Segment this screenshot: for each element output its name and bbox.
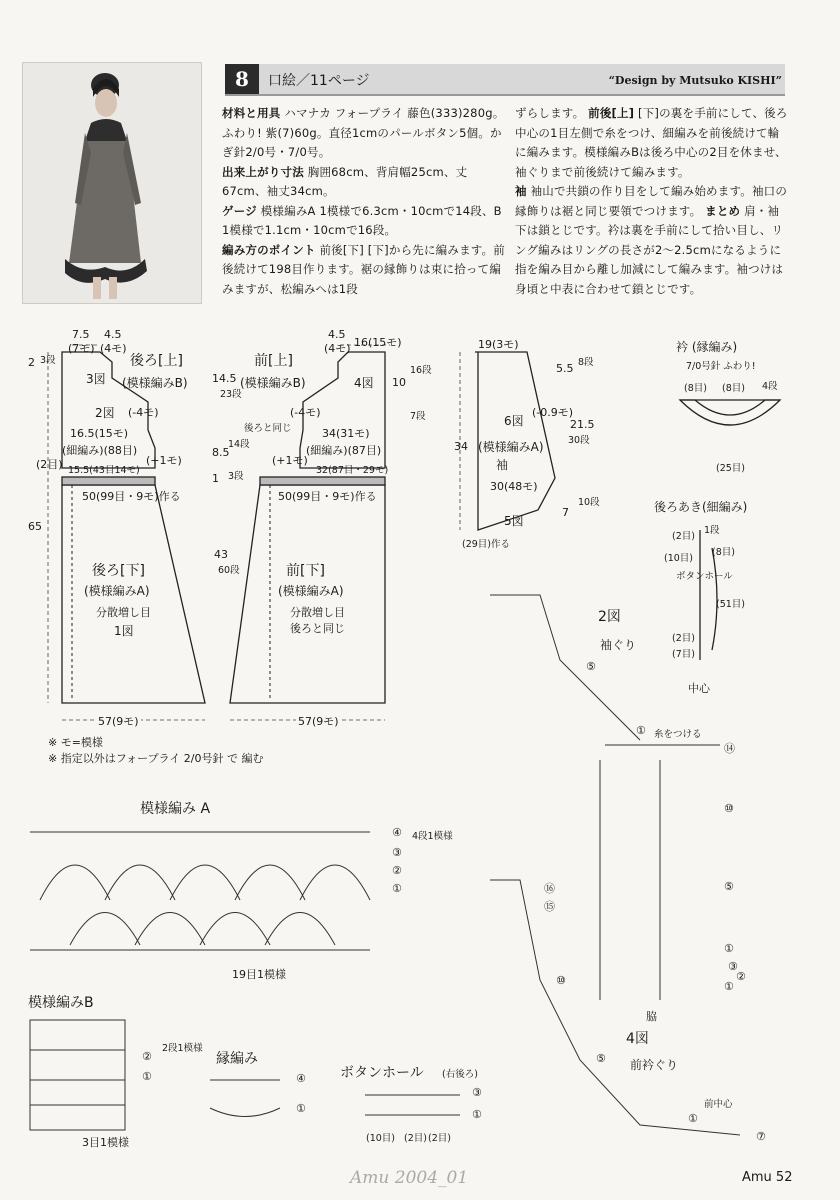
sleeve-start: (29目)作る <box>462 539 511 550</box>
fig3-label: 3図 <box>86 372 106 386</box>
pattern-a-r4: ④ <box>392 826 402 839</box>
back-bottom-edge: 15.5(43目14モ) <box>68 465 140 476</box>
note-1: ※ モ=模様 <box>48 736 103 749</box>
pattern-b-r1: ① <box>142 1070 152 1083</box>
fig2-attach: 糸をつける <box>654 729 702 740</box>
finish-label: まとめ <box>705 203 741 218</box>
back-inc: (+1モ) <box>146 454 182 467</box>
collar-b: (8目) <box>722 383 745 394</box>
front-h2: 10 <box>392 376 406 389</box>
finish-text: 肩・袖下は鎖とじです。衿は裏を手前にして拾い目し、リング編みはリングの長さが2〜2.5cmになるように指を編み目から離し加減にして編みます。袖つけは身頃と中表に合わせて鎖とじです。 <box>515 203 784 296</box>
front-h4: 8.5 <box>212 446 230 459</box>
pattern-a-chart <box>30 832 370 950</box>
back-opening-e: (2目) <box>672 633 695 644</box>
back-upper-pattern: (模様編みB) <box>122 376 188 390</box>
pattern-title: 口絵／11ページ <box>268 73 370 89</box>
buttonhole-b: (2目) <box>404 1133 427 1144</box>
back-opening-c: (10目) <box>664 553 694 564</box>
fig1-label: 1図 <box>114 624 134 638</box>
collar-title: 衿 (縁編み) <box>676 340 738 354</box>
back-edge: (細編み)(88目) <box>62 444 138 457</box>
fig2-chart-title: 2図 <box>598 609 621 625</box>
back-chest: 16.5(15モ) <box>70 427 129 440</box>
fig4-chart-sub: 前衿ぐり <box>630 1058 679 1072</box>
sleeve-w: 30(48モ) <box>490 480 538 493</box>
front-make: 50(99目・9モ)作る <box>278 490 377 503</box>
front-w3: 34(31モ) <box>322 427 370 440</box>
collar-rows: 4段 <box>762 381 778 392</box>
pattern-a-r1: ① <box>392 882 402 895</box>
back-opening-a: (2目) <box>672 531 695 542</box>
pattern-b-rows: 2段1模様 <box>162 1043 203 1054</box>
fig4-r3: ③ <box>728 960 738 973</box>
size-label: 出来上がり寸法 <box>222 164 304 179</box>
fig4-r1b: ① <box>688 1112 698 1125</box>
collar-w: (25目) <box>716 463 746 474</box>
fig2-r1b: ① <box>724 942 734 955</box>
fig4-r2: ② <box>736 970 746 983</box>
sleeve-name: 袖 <box>496 458 509 472</box>
back-w2: 4.5 <box>104 328 122 341</box>
pattern-a-title: 模様編み A <box>140 801 211 817</box>
front-lower-pattern: (模様編みA) <box>278 584 344 598</box>
back-dec: (-4モ) <box>128 406 159 419</box>
pattern-b-repeat: 3目1模様 <box>82 1136 129 1149</box>
front-edge: (細編み)(87目) <box>306 444 382 457</box>
back-opening-rows: 1段 <box>704 525 720 536</box>
back-opening-title: 後ろあき(細編み) <box>654 500 748 514</box>
front-w1: 4.5 <box>328 328 346 341</box>
front-upper-pattern: (模様編みB) <box>240 376 306 390</box>
back-opening-b: (8目) <box>712 547 735 558</box>
designer-credit: “Design by Mutsuko KISHI” <box>608 74 782 87</box>
buttonhole-c: (2目) <box>428 1133 451 1144</box>
points-label: 編み方のポイント <box>222 242 316 257</box>
fig4-label: 4図 <box>354 376 374 390</box>
front-lower-same: 後ろと同じ <box>290 622 345 635</box>
sleeve-h3r: 10段 <box>578 497 600 508</box>
edging-chart <box>210 1080 280 1117</box>
pattern-b-title: 模様編みB <box>28 995 94 1011</box>
pattern-a-rows: 4段1模様 <box>412 831 453 842</box>
front-h6r: 60段 <box>218 565 240 576</box>
materials-text: ハマナカ フォープライ 藤色(333)280g。ふわり! 紫(7)60g。直径1cmのパールボタン5個。かぎ針2/0号・7/0号。 <box>222 106 505 159</box>
front-h4r: 14段 <box>228 439 250 450</box>
fig6-label: 6図 <box>504 414 524 428</box>
fig2-r5a: ⑤ <box>586 660 596 673</box>
front-h3: 7段 <box>410 411 426 422</box>
magazine-watermark: Amu 2004_01 <box>350 1168 469 1188</box>
front-same: 後ろと同じ <box>244 423 292 434</box>
back-opening-f: (7目) <box>672 649 695 660</box>
fig4-chart-title: 4図 <box>626 1031 649 1047</box>
back-edge2: (2目) <box>36 458 63 471</box>
fig4-side: 脇 <box>646 1010 657 1023</box>
fig4-r5: ⑤ <box>596 1052 606 1065</box>
front-lower-title: 前[下] <box>286 563 325 579</box>
buttonhole-r1: ① <box>472 1108 482 1121</box>
fig5-label: 5図 <box>504 514 524 528</box>
sleeve-text: 袖山で共鎖の作り目をして編み始めます。袖口の縁飾りは裾と同じ要領でつけます。 <box>515 184 788 218</box>
pattern-a-r2: ② <box>392 864 402 877</box>
front-w1s: (4モ) <box>324 342 351 355</box>
sleeve-top: 19(3モ) <box>478 338 519 351</box>
sleeve-pattern: (模様編みA) <box>478 440 544 454</box>
front-lower-inc: 分散増し目 <box>290 606 345 619</box>
gauge-text: 模様編みA 1模様で6.3cm・10cmで14段、B 1模様で1.1cm・10cmで16段。 <box>222 203 502 237</box>
sleeve-h2r: 30段 <box>568 435 590 446</box>
back-lower-pattern: (模様編みA) <box>84 584 150 598</box>
back-lower-title: 後ろ[下] <box>92 563 145 579</box>
upper-label: 前後[上] <box>588 106 635 120</box>
front-dec: (-4モ) <box>290 406 321 419</box>
pattern-a-r3: ③ <box>392 846 402 859</box>
buttonhole-r3: ③ <box>472 1086 482 1099</box>
buttonhole-sub: (右後ろ) <box>442 1069 478 1080</box>
sleeve-h1r: 8段 <box>578 357 594 368</box>
pattern-b-chart <box>30 1020 125 1130</box>
front-w2: 16(15モ) <box>354 336 402 349</box>
buttonhole-a: (10目) <box>366 1133 396 1144</box>
points-text: 前後[下] [下]から先に編みます。前後続けて198目作ります。裾の縁飾りは束に拾って編みますが、松編みへは1段 <box>222 242 505 296</box>
pattern-a-repeat: 19目1模様 <box>232 968 286 981</box>
collar-a: (8目) <box>684 383 707 394</box>
size-text: 胸囲68cm、背肩幅25cm、丈67cm、袖丈34cm。 <box>222 164 468 198</box>
front-h1: 14.5 <box>212 372 237 385</box>
page-number: Amu 52 <box>742 1170 793 1185</box>
front-bottom-edge: 32(87目・29モ) <box>316 465 389 476</box>
sleeve-total: 34 <box>454 440 468 453</box>
back-w1s: (7モ) <box>68 342 95 355</box>
front-h1r: 23段 <box>220 389 242 400</box>
sleeve-h1: 5.5 <box>556 362 574 375</box>
back-w1: 7.5 <box>72 328 90 341</box>
back-opening-d: (51目) <box>716 599 746 610</box>
sleeve-label: 袖 <box>515 184 527 198</box>
upper-text: [下]の裏を手前にして、後ろ中心の1目左側で糸をつけ、細編みを前後続けて輪に編みます。模様編みBは後ろ中心の2目を休ませ、袖ぐりまで前後続けて編みます。 <box>515 106 788 179</box>
fig4-r7: ⑦ <box>756 1130 766 1143</box>
buttonhole-chart <box>365 1095 460 1115</box>
front-h2r: 16段 <box>410 365 432 376</box>
buttonhole-title: ボタンホール <box>340 1065 424 1081</box>
back-make: 50(99目・9モ)作る <box>82 490 181 503</box>
fig4-r15: ⑮ <box>544 900 555 913</box>
front-h5r: 3段 <box>228 471 244 482</box>
back-upper-title: 後ろ[上] <box>130 353 183 369</box>
pattern-b-r2: ② <box>142 1050 152 1063</box>
back-opening-hole: ボタンホール <box>676 571 733 582</box>
sleeve-h3: 7 <box>562 506 569 519</box>
back-height: 65 <box>28 520 42 533</box>
fig2-r1: ① <box>636 724 646 737</box>
fig2-r5b: ⑤ <box>724 880 734 893</box>
fig2-chart-sub: 袖ぐり <box>600 638 637 652</box>
armhole-neckline-chart <box>490 595 740 1135</box>
front-width: 57(9モ) <box>298 715 339 728</box>
back-opening-center: 中心 <box>688 682 710 695</box>
front-upper-title: 前[上] <box>254 353 293 369</box>
fig4-center: 前中心 <box>704 1099 733 1110</box>
note-2: ※ 指定以外はフォープライ 2/0号針 で 編む <box>48 752 264 765</box>
edging-r4: ④ <box>296 1072 306 1085</box>
sleeve-h2: 21.5 <box>570 418 595 431</box>
collar-note: 7/0号針 ふわり! <box>686 361 756 372</box>
edging-r1: ① <box>296 1102 306 1115</box>
pattern-number: 8 <box>225 64 259 94</box>
edging-title: 縁編み <box>216 1051 258 1067</box>
front-h5: 1 <box>212 472 219 485</box>
fig4-r1: ① <box>724 980 734 993</box>
fig4-r10: ⑩ <box>556 974 566 987</box>
fig2-r10: ⑩ <box>724 802 734 815</box>
front-inc: (+1モ) <box>272 454 308 467</box>
back-width: 57(9モ) <box>98 715 139 728</box>
fig4-r16: ⑯ <box>544 882 555 895</box>
continued-text: ずらします。 <box>515 106 585 120</box>
back-lower-inc: 分散増し目 <box>96 606 151 619</box>
back-dim2: 2 <box>28 356 35 369</box>
fig2-r14: ⑭ <box>724 742 735 755</box>
sleeve-dec: (-0.9モ) <box>532 406 574 419</box>
back-rows-top: 3段 <box>40 355 56 366</box>
gauge-label: ゲージ <box>222 203 257 218</box>
back-w2s: (4モ) <box>100 342 127 355</box>
front-h6: 43 <box>214 548 228 561</box>
fig2-label: 2図 <box>95 406 115 420</box>
materials-label: 材料と用具 <box>222 106 281 120</box>
